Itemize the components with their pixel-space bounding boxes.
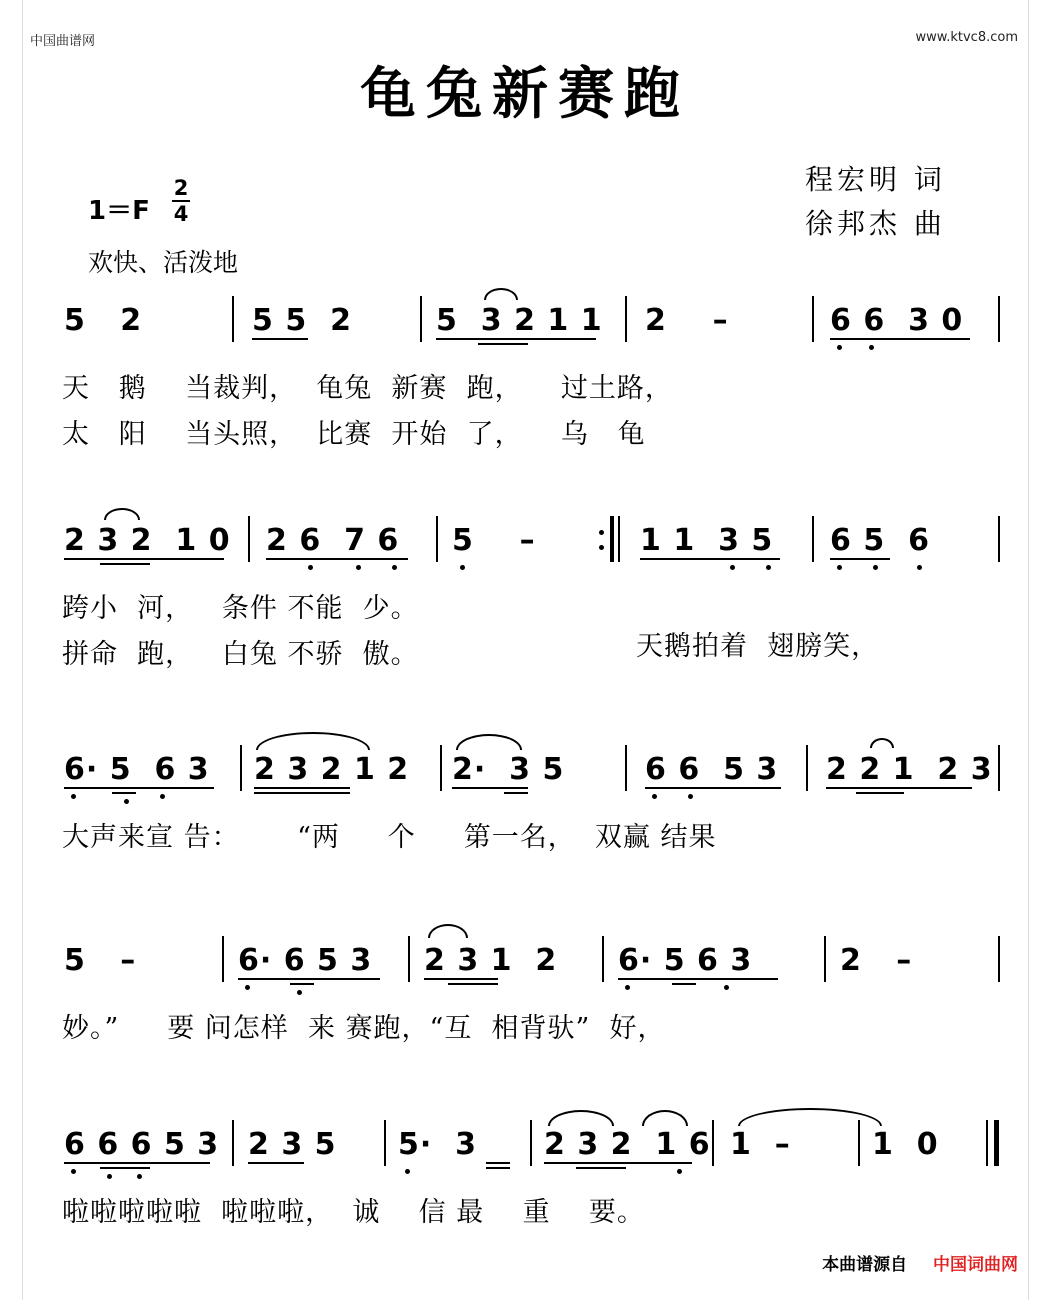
slur — [548, 1110, 614, 1126]
barline — [806, 745, 808, 791]
low-octave-dot — [308, 565, 313, 570]
time-signature — [172, 176, 190, 226]
measure-4-3: 2 3 1 2 — [424, 943, 558, 978]
site-url-header: www.ktvc8.com — [915, 30, 1018, 45]
repeat-end-barline-thin — [618, 516, 620, 562]
low-octave-dot — [460, 565, 465, 570]
footer-brand-link[interactable]: 中国词曲网 — [933, 1255, 1018, 1275]
barline — [602, 936, 604, 982]
slur — [870, 738, 894, 748]
barline — [998, 745, 1000, 791]
barline — [240, 745, 242, 791]
measure-3-3: 2· 3 5 — [452, 752, 565, 787]
measure-1-5: 6 6 3 0 — [830, 303, 964, 338]
key-signature: 1＝F — [88, 196, 150, 226]
time-beats: 2 — [173, 176, 189, 200]
lyric-line-2-1: 跨小 河， 条件 不能 少。 — [62, 593, 419, 624]
measure-5-3: 5· 3 — [398, 1127, 478, 1162]
measure-2-4: 1 1 3 5 — [640, 523, 774, 558]
lyric-line-5-1: 啦啦啦啦啦 啦啦啦， 诚 信 最 重 要。 — [62, 1197, 645, 1228]
barline — [712, 1120, 714, 1166]
low-octave-dot — [625, 985, 630, 990]
slur — [642, 1110, 688, 1126]
low-octave-dot — [837, 345, 842, 350]
beam — [254, 787, 350, 789]
barline — [530, 1120, 532, 1166]
slur — [456, 734, 522, 750]
measure-2-3: 5 – — [452, 523, 536, 558]
barline — [222, 936, 224, 982]
low-octave-dot — [730, 565, 735, 570]
beam — [424, 978, 498, 980]
beam — [830, 338, 970, 340]
measure-2-5: 6 5 6 — [830, 523, 930, 558]
repeat-dot — [599, 530, 604, 535]
measure-2-2: 2 6 7 6 — [266, 523, 400, 558]
low-octave-dot — [766, 565, 771, 570]
composer-credit: 徐邦杰 曲 — [805, 207, 946, 240]
beam — [830, 558, 890, 560]
low-octave-dot — [724, 985, 729, 990]
barline — [408, 936, 410, 982]
low-octave-dot — [652, 794, 657, 799]
low-octave-dot — [677, 1169, 682, 1174]
measure-4-2: 6· 6 5 3 — [238, 943, 373, 978]
measure-5-6: 1 0 — [872, 1127, 939, 1162]
low-octave-dot — [405, 1169, 410, 1174]
beam — [248, 1162, 304, 1164]
beam — [486, 1167, 510, 1169]
beam — [436, 338, 596, 340]
site-name-header: 中国曲谱网 — [30, 34, 96, 49]
measure-3-2: 2 3 2 1 2 — [254, 752, 410, 787]
slur — [256, 732, 370, 750]
barline — [420, 296, 422, 342]
measure-3-1: 6· 5 6 3 — [64, 752, 210, 787]
barline — [440, 745, 442, 791]
barline — [248, 516, 250, 562]
song-title: 龟兔新赛跑 — [360, 61, 690, 127]
low-octave-dot — [71, 1169, 76, 1174]
lyricist-credit: 程宏明 词 — [805, 163, 946, 196]
slur — [484, 288, 518, 300]
measure-1-3: 5 3 2 1 1 — [436, 303, 603, 338]
beam — [64, 787, 214, 789]
measure-1-2: 5 5 2 — [252, 303, 352, 338]
repeat-end-barline — [610, 516, 614, 562]
low-octave-dot — [917, 565, 922, 570]
time-unit: 4 — [173, 202, 189, 226]
low-octave-dot — [688, 794, 693, 799]
beam — [254, 792, 350, 794]
measure-5-2: 2 3 5 — [248, 1127, 337, 1162]
beam — [452, 787, 528, 789]
repeat-dot — [599, 545, 604, 550]
beam — [266, 558, 408, 560]
barline — [436, 516, 438, 562]
beam — [618, 978, 778, 980]
beam — [100, 563, 150, 565]
footer-source-label: 本曲谱源自 — [822, 1255, 908, 1275]
barline — [625, 745, 627, 791]
barline — [998, 296, 1000, 342]
beam — [544, 1162, 692, 1164]
right-margin-line — [1028, 0, 1029, 1300]
barline — [858, 1120, 860, 1166]
low-octave-dot — [392, 565, 397, 570]
measure-5-1: 6 6 6 5 3 — [64, 1127, 220, 1162]
slur — [428, 924, 468, 938]
barline — [384, 1120, 386, 1166]
measure-4-1: 5 – — [64, 943, 137, 978]
beam — [576, 1167, 626, 1169]
beam — [290, 983, 314, 985]
barline — [812, 296, 814, 342]
beam — [826, 787, 972, 789]
beam — [252, 338, 308, 340]
low-octave-dot — [160, 794, 165, 799]
beam — [100, 1167, 150, 1169]
beam — [640, 558, 780, 560]
barline — [232, 296, 234, 342]
lyric-line-1-1: 天 鹅 当裁判， 龟兔 新赛 跑， 过土路， — [62, 373, 673, 404]
barline — [998, 516, 1000, 562]
barline — [812, 516, 814, 562]
low-octave-dot — [124, 799, 129, 804]
measure-5-5: 1 – — [730, 1127, 791, 1162]
tie — [738, 1108, 882, 1126]
low-octave-dot — [137, 1174, 142, 1179]
final-barline-thick — [994, 1120, 999, 1166]
beam — [672, 983, 696, 985]
beam — [64, 558, 224, 560]
barline — [232, 1120, 234, 1166]
beam — [486, 1162, 510, 1164]
measure-5-4: 2 3 2 1 6 — [544, 1127, 711, 1162]
lyric-line-4-1: 妙。” 要 问怎样 来 赛跑，“互 相背驮” 好， — [62, 1013, 666, 1044]
lyric-line-3-1: 大声来宣 告： “两 个 第一名， 双赢 结果 — [62, 822, 717, 853]
beam — [504, 792, 528, 794]
beam — [112, 792, 136, 794]
slur — [104, 508, 140, 520]
measure-1-4: 2 – — [645, 303, 729, 338]
measure-4-5: 2 – — [840, 943, 913, 978]
final-barline-thin — [986, 1120, 988, 1166]
beam — [448, 983, 498, 985]
measure-3-4: 6 6 5 3 — [645, 752, 779, 787]
beam — [478, 343, 528, 345]
low-octave-dot — [71, 794, 76, 799]
left-margin-line — [22, 0, 23, 1300]
beam — [238, 978, 380, 980]
measure-1-1: 5 2 — [64, 303, 143, 338]
beam — [645, 787, 781, 789]
footer-attribution — [822, 1250, 1018, 1275]
low-octave-dot — [356, 565, 361, 570]
lyric-line-1-2: 太 阳 当头照， 比赛 开始 了， 乌 龟 — [62, 419, 646, 450]
beam — [64, 1162, 210, 1164]
low-octave-dot — [107, 1174, 112, 1179]
measure-2-1: 2 3 2 1 0 — [64, 523, 231, 558]
barline — [824, 936, 826, 982]
low-octave-dot — [245, 985, 250, 990]
beam — [856, 792, 904, 794]
barline — [625, 296, 627, 342]
measure-3-5: 2 2 1 2 3 — [826, 752, 993, 787]
low-octave-dot — [837, 565, 842, 570]
tempo-marking: 欢快、活泼地 — [88, 248, 239, 277]
lyric-line-2-2: 拼命 跑， 白兔 不骄 傲。 — [62, 639, 419, 670]
low-octave-dot — [297, 990, 302, 995]
low-octave-dot — [873, 565, 878, 570]
lyric-line-2-extra: 天鹅拍着 翅膀笑， — [636, 631, 880, 662]
measure-4-4: 6· 5 6 3 — [618, 943, 753, 978]
barline — [998, 936, 1000, 982]
low-octave-dot — [869, 345, 874, 350]
